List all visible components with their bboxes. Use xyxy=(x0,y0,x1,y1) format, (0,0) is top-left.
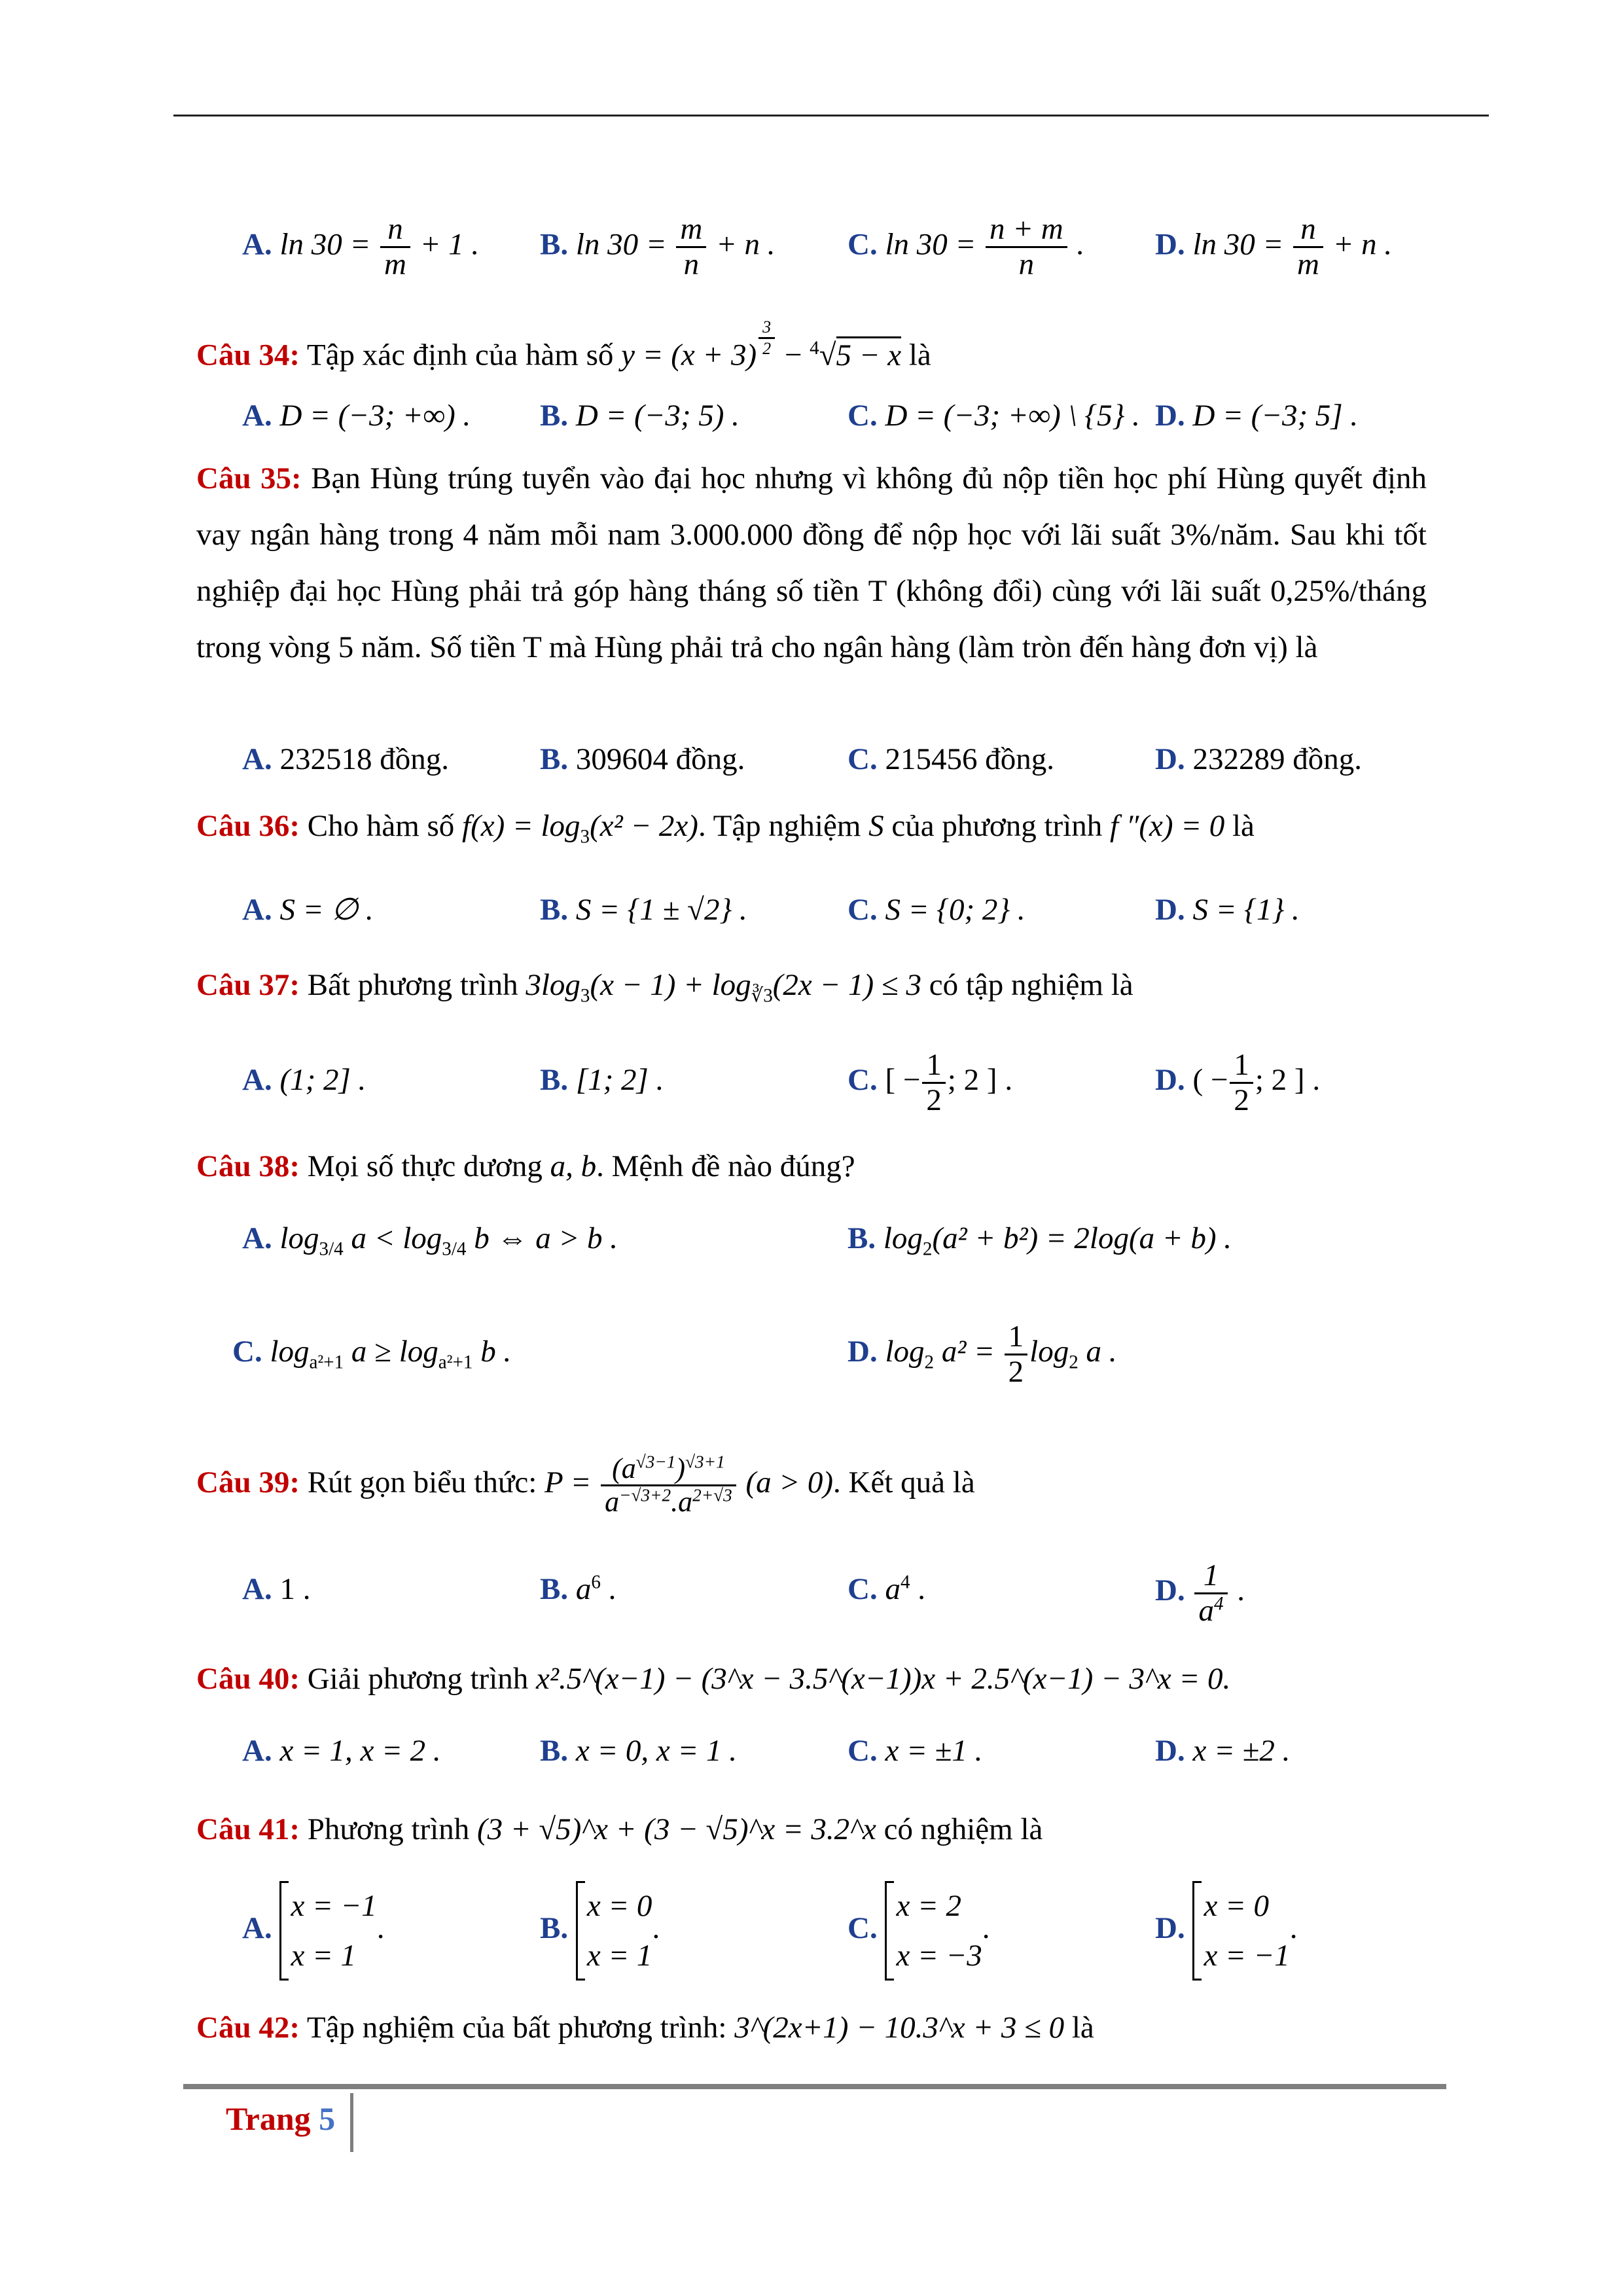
q39-option-b: B. $a^6$ . xyxy=(540,1571,616,1606)
q37-option-a: A. (1; 2] . xyxy=(242,1063,366,1097)
q36-option-a: A. S = ∅ . xyxy=(242,893,374,927)
q35-option-b: B. 309604 đồng. xyxy=(540,742,745,776)
q34-option-d: D. D = (−3; 5] . xyxy=(1155,399,1359,433)
q36-option-b: B. S = {1 ± √2} . xyxy=(540,893,747,927)
q40-stem: Câu 40: Giải phương trình x².5^(x−1) − (3^x − 3.5^(x−1))x + 2.5^(x−1) − 3^x = 0. xyxy=(196,1662,1231,1696)
q34-option-a: A. D = (−3; +∞) . xyxy=(242,399,471,433)
q38-option-d: D. $\log_2 a^2$ = $\frac{1}{2}$ $\log_2 a$ . xyxy=(847,1319,1117,1389)
q33-option-a: A. ln 30 = $\frac{n}{m}$ + 1 . xyxy=(242,212,480,281)
page-number: 5 xyxy=(319,2100,336,2137)
q38-option-b: B. $\log_2(a^2 + b^2) = 2\log(a + b)$ . xyxy=(847,1221,1232,1260)
footer-rule xyxy=(183,2084,1446,2089)
q40-option-a: A. x = 1, x = 2 . xyxy=(242,1734,441,1768)
q35-stem: Câu 35: Bạn Hùng trúng tuyển vào đại học nhưng vì không đủ nộp tiền học phí Hùng quyết định vay ngân hàng trong 4 năm mỗi nam 3.000.000 đồng để nộp học với lãi suất 3%/năm. Sau khi tốt nghiệp đại học Hùng phải trả góp hàng tháng số tiền T (không đổi) cùng với lãi suất 0,25%/tháng trong vòng 5 năm. Số tiền T mà Hùng phải trả cho ngân hàng (làm tròn đến hàng đơn vị) là xyxy=(196,461,1427,664)
q35-option-d: D. 232289 đồng. xyxy=(1155,742,1362,776)
q40-option-d: D. x = ±2 . xyxy=(1155,1734,1291,1768)
q37-option-b: B. [1; 2] . xyxy=(540,1063,664,1097)
q38-option-a: A. $\log_{3/4} a < \log_{3/4} b$ ⇔ a > b . xyxy=(242,1221,618,1260)
q41-option-d: D. x = 0 x = −1 . xyxy=(1155,1878,1298,1981)
q35-option-a: A. 232518 đồng. xyxy=(242,742,449,776)
q39-option-a: A. 1 . xyxy=(242,1572,311,1606)
q37-stem: Câu 37: Bất phương trình $3\log_3(x - 1) + \log_{∛3}(2x - 1) \le 3$ có tập nghiệm là xyxy=(196,968,1133,1007)
q38-stem: Câu 38: Mọi số thực dương a, b. Mệnh đề nào đúng? xyxy=(196,1149,855,1183)
q33-option-b: B. ln 30 = $\frac{m}{n}$ + n . xyxy=(540,212,776,281)
q34-stem: Câu 34: Tập xác định của hàm số y = (x + 3) $\frac{3}{2}$ − $^4$√5 − x là xyxy=(196,317,931,372)
footer-divider xyxy=(350,2093,353,2152)
page-footer xyxy=(226,2100,335,2138)
q42-stem: Câu 42: Tập nghiệm của bất phương trình: 3^(2x+1) − 10.3^x + 3 ≤ 0 là xyxy=(196,2011,1094,2045)
q33-option-c: C. ln 30 = $\frac{n + m}{n}$ . xyxy=(847,212,1085,281)
q39-option-d: D. $\frac{1}{a^4}$ . xyxy=(1155,1558,1245,1628)
q37-option-c: C. [ − $\frac{1}{2}$ ; 2 ] . xyxy=(847,1047,1013,1117)
q36-stem: Câu 36: Cho hàm số $f(x) = \log_3(x^2 - 2x)$. Tập nghiệm S của phương trình f ″(x) = 0 là xyxy=(196,809,1255,848)
q40-option-c: C. x = ±1 . xyxy=(847,1734,983,1768)
q39-option-c: C. $a^4$ . xyxy=(847,1571,926,1606)
q36-option-d: D. S = {1} . xyxy=(1155,893,1300,927)
q41-stem: Câu 41: Phương trình (3 + √5)^x + (3 − √5)^x = 3.2^x có nghiệm là xyxy=(196,1812,1043,1846)
footer-label: Trang xyxy=(226,2100,311,2137)
header-rule xyxy=(173,115,1489,117)
q41-option-b: B. x = 0 x = 1 . xyxy=(540,1878,660,1981)
q34-option-b: B. D = (−3; 5) . xyxy=(540,399,740,433)
q35-option-c: C. 215456 đồng. xyxy=(847,742,1054,776)
q41-option-c: C. x = 2 x = −3 . xyxy=(847,1878,990,1981)
q36-option-c: C. S = {0; 2} . xyxy=(847,893,1026,927)
q33-option-d: D. ln 30 = $\frac{n}{m}$ + n . xyxy=(1155,212,1393,281)
q39-stem: Câu 39: Rút gọn biểu thức: P = $\frac{(a^{√3-1})^{√3+1}}{a^{-√3+2}.a^{2+√3}}$ (a > 0). Kết quả là xyxy=(196,1452,975,1518)
q37-option-d: D. ( − $\frac{1}{2}$ ; 2 ] . xyxy=(1155,1047,1321,1117)
q38-option-c: C. $\log_{a^2+1} a \ge \log_{a^2+1} b$ . xyxy=(232,1335,512,1373)
q40-option-b: B. x = 0, x = 1 . xyxy=(540,1734,738,1768)
q34-option-c: C. D = (−3; +∞) \ {5} . xyxy=(847,399,1140,433)
q41-option-a: A. x = −1 x = 1 . xyxy=(242,1878,385,1981)
